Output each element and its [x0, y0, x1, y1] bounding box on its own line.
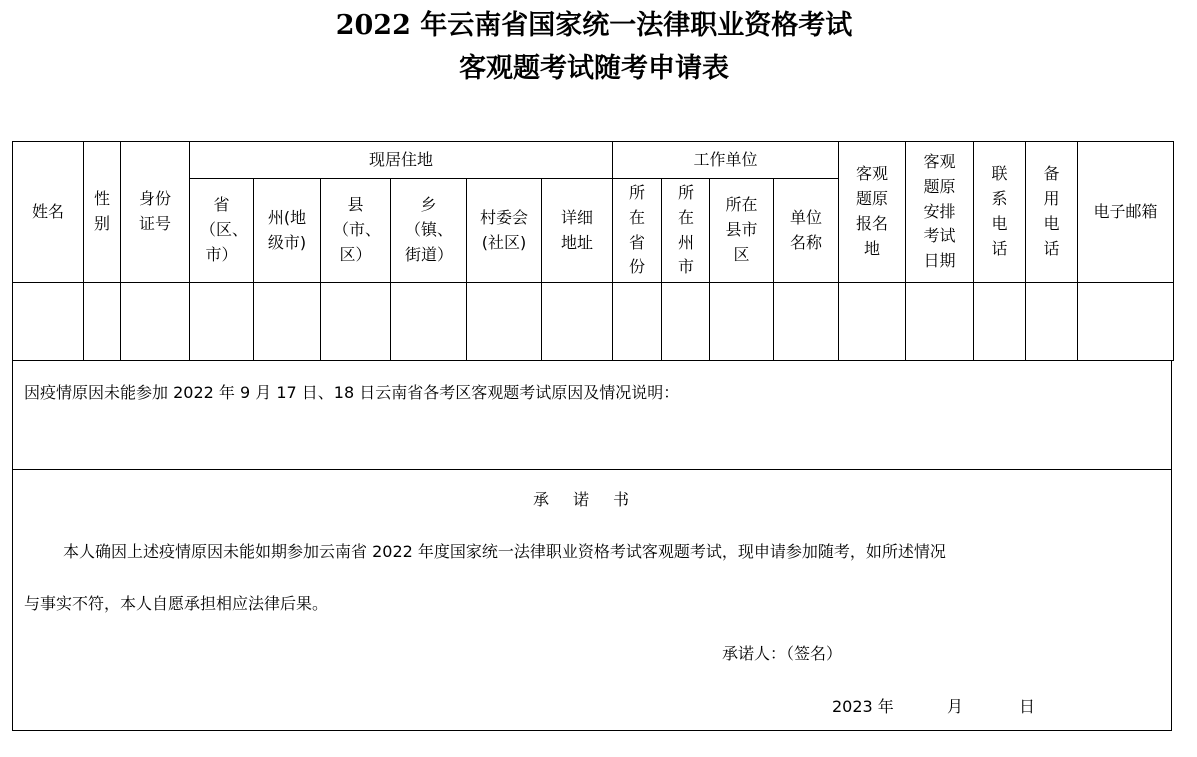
reason-section[interactable]	[12, 361, 1172, 470]
date-year: 2023 年	[832, 697, 894, 716]
cell-work-county[interactable]	[710, 283, 774, 361]
header-id-number: 身份证号	[121, 142, 190, 283]
cell-phone[interactable]	[974, 283, 1026, 361]
header-work-province: 所在省份	[613, 179, 662, 283]
cell-village[interactable]	[467, 283, 542, 361]
pledge-section	[12, 469, 1172, 731]
cell-county[interactable]	[321, 283, 391, 361]
header-village: 村委会(社区)	[467, 179, 542, 283]
pledge-text-line2: 与事实不符，本人自愿承担相应法律后果。	[24, 594, 329, 613]
header-original-site: 客观题原报名地	[839, 142, 906, 283]
signature-field[interactable]: 承诺人：（签名）	[722, 644, 843, 663]
header-residence-group: 现居住地	[190, 142, 613, 179]
header-unit-name: 单位名称	[774, 179, 839, 283]
cell-address[interactable]	[542, 283, 613, 361]
reason-label: 因疫情原因未能参加 2022 年 9 月 17 日、18 日云南省各考区客观题考试原因及情况说明：	[24, 383, 680, 402]
document-title: 2022 年云南省国家统一法律职业资格考试	[335, 10, 853, 41]
cell-backup-phone[interactable]	[1026, 283, 1078, 361]
cell-province[interactable]	[190, 283, 254, 361]
pledge-text-line1: 本人确因上述疫情原因未能如期参加云南省 2022 年度国家统一法律职业资格考试客观题考试，现申请参加随考，如所述情况	[63, 542, 946, 561]
header-email: 电子邮箱	[1078, 142, 1174, 283]
header-original-date: 客观题原安排考试日期	[906, 142, 974, 283]
header-prefecture: 州(地级市)	[254, 179, 321, 283]
cell-township[interactable]	[391, 283, 467, 361]
header-name: 姓名	[13, 142, 84, 283]
pledge-heading: 承诺书	[532, 490, 653, 509]
date-day: 日	[1019, 697, 1036, 716]
cell-gender[interactable]	[84, 283, 121, 361]
date-month: 月	[947, 697, 964, 716]
header-township: 乡（镇、街道）	[391, 179, 467, 283]
header-gender: 性别	[84, 142, 121, 283]
header-province: 省（区、市）	[190, 179, 254, 283]
cell-email[interactable]	[1078, 283, 1174, 361]
cell-prefecture[interactable]	[254, 283, 321, 361]
cell-work-province[interactable]	[613, 283, 662, 361]
header-address: 详细地址	[542, 179, 613, 283]
document-subtitle: 客观题考试随考申请表	[459, 53, 729, 84]
cell-name[interactable]	[13, 283, 84, 361]
cell-id-number[interactable]	[121, 283, 190, 361]
header-phone: 联系电话	[974, 142, 1026, 283]
header-county: 县（市、区）	[321, 179, 391, 283]
header-backup-phone: 备用电话	[1026, 142, 1078, 283]
cell-original-date[interactable]	[906, 283, 974, 361]
cell-work-prefecture[interactable]	[662, 283, 710, 361]
cell-original-site[interactable]	[839, 283, 906, 361]
header-work-county: 所在县市区	[710, 179, 774, 283]
application-table	[12, 141, 1174, 361]
cell-unit-name[interactable]	[774, 283, 839, 361]
header-work-unit-group: 工作单位	[613, 142, 839, 179]
header-work-prefecture: 所在州市	[662, 179, 710, 283]
